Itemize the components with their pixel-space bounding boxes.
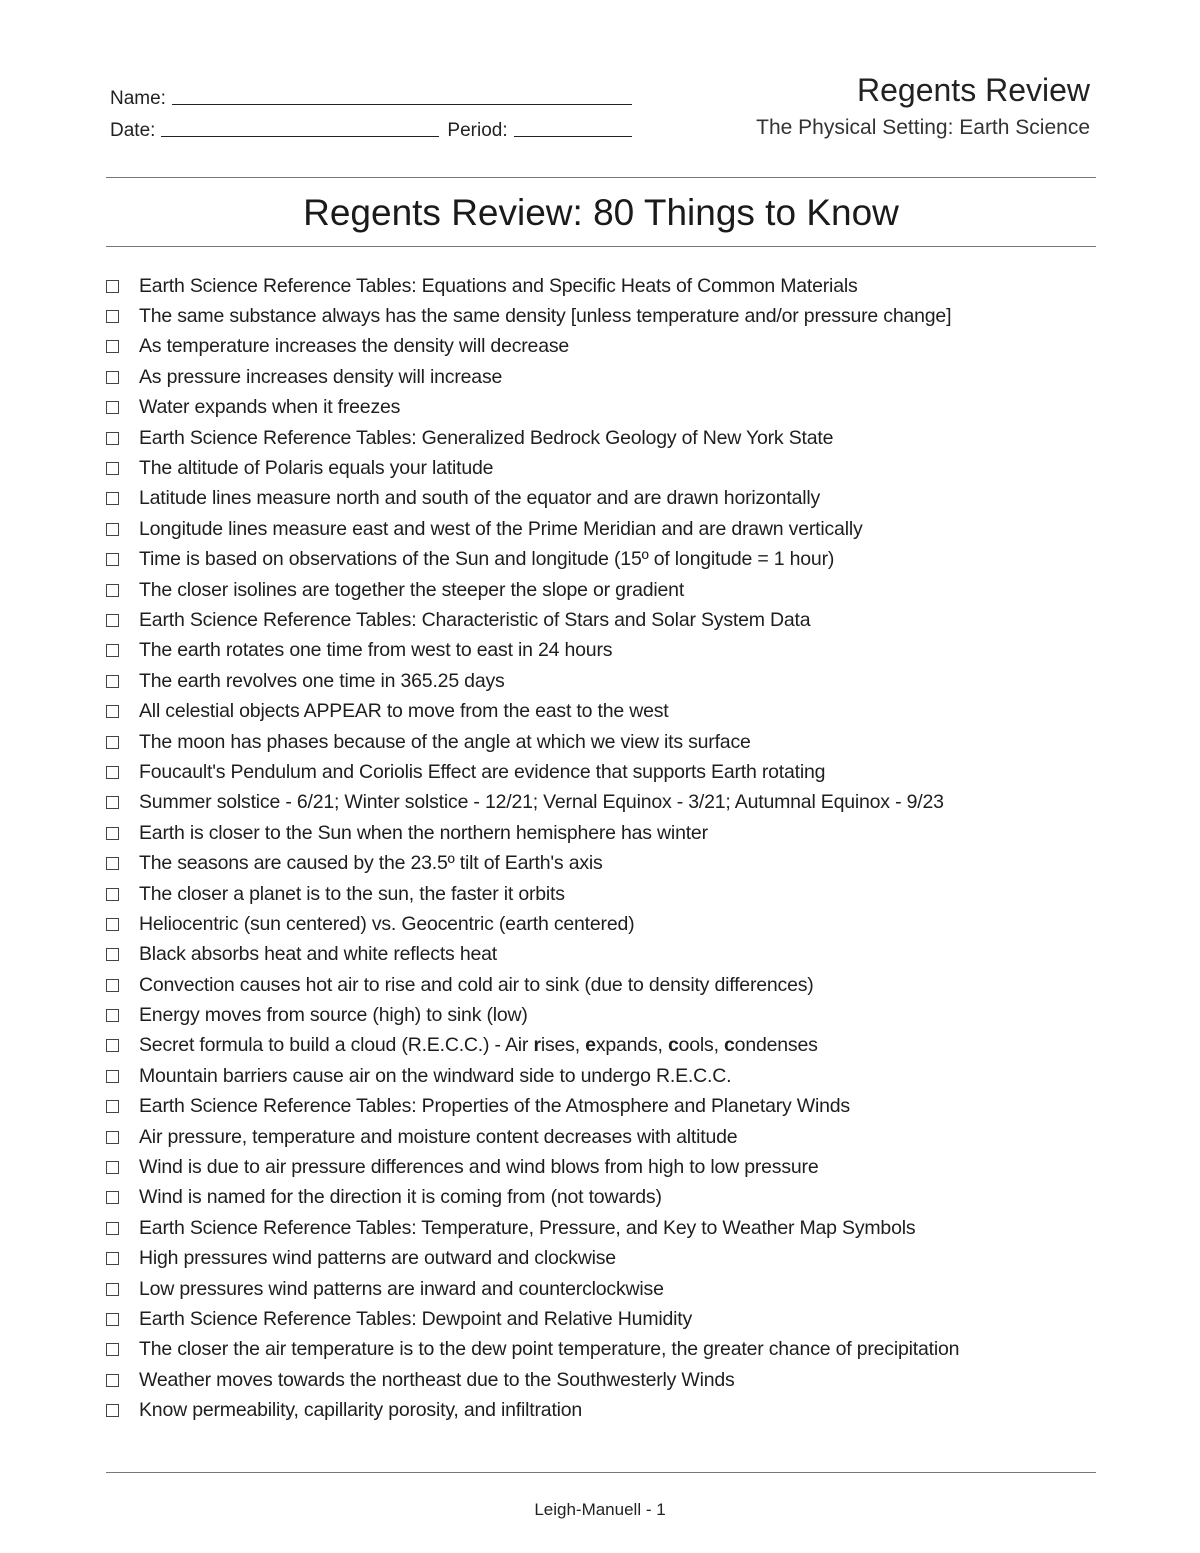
checkbox-icon[interactable] [106,888,119,901]
checklist-item-text: The same substance always has the same density [unless temperature and/or pressure change] [139,305,952,328]
course-heading [756,70,1090,140]
checkbox-icon[interactable] [106,644,119,657]
checkbox-icon[interactable] [106,1374,119,1387]
checklist-item-text: The earth revolves one time in 365.25 days [139,669,505,692]
checkbox-icon[interactable] [106,310,119,323]
checklist-item [106,1183,1096,1213]
checklist-item [106,727,1096,757]
checklist-item [106,605,1096,635]
checklist-item-text: The seasons are caused by the 23.5º tilt of Earth's axis [139,852,603,875]
checkbox-icon[interactable] [106,1161,119,1174]
checklist-item [106,271,1096,301]
date-blank-line [161,136,439,137]
date-period-row [110,110,650,142]
checklist-item-text: High pressures wind patterns are outward and clockwise [139,1247,616,1270]
checkbox-icon[interactable] [106,979,119,992]
checklist-item [106,332,1096,362]
checkbox-icon[interactable] [106,1070,119,1083]
checkbox-icon[interactable] [106,280,119,293]
checklist-item-text: Time is based on observations of the Sun and longitude (15º of longitude = 1 hour) [139,548,835,571]
checklist-item [106,1061,1096,1091]
checklist-item [106,1244,1096,1274]
checklist-item [106,1092,1096,1122]
checklist-item [106,666,1096,696]
checklist-item [106,301,1096,331]
header-divider [106,177,1096,178]
course-title: Regents Review [857,72,1090,108]
checklist-item-text: Earth Science Reference Tables: Equations and Specific Heats of Common Materials [139,274,858,297]
checklist-item-text: The earth rotates one time from west to east in 24 hours [139,639,613,662]
checklist-item [106,393,1096,423]
checkbox-icon[interactable] [106,614,119,627]
checklist-item [106,575,1096,605]
checklist-item [106,362,1096,392]
period-blank-line [514,136,632,137]
checklist-item-text: The closer the air temperature is to the dew point temperature, the greater chance of precipitation [139,1338,960,1361]
checklist-item-text: Secret formula to build a cloud (R.E.C.C.) - Air rises, expands, cools, condenses [139,1034,818,1057]
checkbox-icon[interactable] [106,340,119,353]
checklist-item [106,484,1096,514]
checklist-item-text: Earth Science Reference Tables: Characteristic of Stars and Solar System Data [139,608,811,631]
checkbox-icon[interactable] [106,948,119,961]
checklist-item-text: The closer isolines are together the steeper the slope or gradient [139,578,685,601]
checkbox-icon[interactable] [106,1343,119,1356]
checkbox-icon[interactable] [106,1404,119,1417]
checklist-item-text: The moon has phases because of the angle at which we view its surface [139,730,751,753]
checklist-item-text: Wind is named for the direction it is coming from (not towards) [139,1186,662,1209]
checkbox-icon[interactable] [106,462,119,475]
checklist-item-text: Air pressure, temperature and moisture content decreases with altitude [139,1125,738,1148]
checklist-item-text: Weather moves towards the northeast due to the Southwesterly Winds [139,1368,735,1391]
checklist-item-text: Summer solstice - 6/21; Winter solstice - 12/21; Vernal Equinox - 3/21; Autumnal Equinox - 9/23 [139,791,944,814]
checklist-item-text: Earth is closer to the Sun when the northern hemisphere has winter [139,821,708,844]
checklist-item-text: Know permeability, capillarity porosity, and infiltration [139,1399,583,1422]
checkbox-icon[interactable] [106,796,119,809]
checklist-item [106,757,1096,787]
checklist-item-text: Earth Science Reference Tables: Temperature, Pressure, and Key to Weather Map Symbols [139,1216,916,1239]
checklist-item [106,545,1096,575]
checkbox-icon[interactable] [106,584,119,597]
checklist-item-text: Mountain barriers cause air on the windward side to undergo R.E.C.C. [139,1064,732,1087]
checklist-item-text: Water expands when it freezes [139,396,401,419]
checkbox-icon[interactable] [106,1313,119,1326]
checklist-item [106,879,1096,909]
checkbox-icon[interactable] [106,1191,119,1204]
title-divider [106,246,1096,247]
checklist-item [106,1000,1096,1030]
checklist-item-text: Earth Science Reference Tables: Properties of the Atmosphere and Planetary Winds [139,1095,850,1118]
name-blank-line [172,104,632,105]
checkbox-icon[interactable] [106,1222,119,1235]
checkbox-icon[interactable] [106,827,119,840]
checklist-item [106,636,1096,666]
page-footer: Leigh-Manuell - 1 [534,1500,666,1519]
checklist-item [106,1274,1096,1304]
checkbox-icon[interactable] [106,1283,119,1296]
checklist-item-text: Longitude lines measure east and west of the Prime Meridian and are drawn vertically [139,517,863,540]
checkbox-icon[interactable] [106,675,119,688]
checklist-item [106,940,1096,970]
student-info-block [110,78,650,142]
checklist-item-text: Low pressures wind patterns are inward and counterclockwise [139,1277,664,1300]
checklist-item-text: The closer a planet is to the sun, the faster it orbits [139,882,565,905]
checkbox-icon[interactable] [106,918,119,931]
checklist-item [106,848,1096,878]
checklist-item-text: Earth Science Reference Tables: Generalized Bedrock Geology of New York State [139,426,834,449]
checklist-item-text: Energy moves from source (high) to sink (low) [139,1004,528,1027]
checklist-item-text: Black absorbs heat and white reflects heat [139,943,497,966]
checkbox-icon[interactable] [106,492,119,505]
checkbox-icon[interactable] [106,766,119,779]
checklist [106,271,1096,1426]
checklist-item-text: Heliocentric (sun centered) vs. Geocentric (earth centered) [139,912,635,935]
checklist-item [106,1213,1096,1243]
checkbox-icon[interactable] [106,432,119,445]
checklist-item-text: Wind is due to air pressure differences and wind blows from high to low pressure [139,1156,819,1179]
checkbox-icon[interactable] [106,371,119,384]
checkbox-icon[interactable] [106,1252,119,1265]
checklist-item [106,514,1096,544]
checkbox-icon[interactable] [106,401,119,414]
checklist-item [106,1395,1096,1425]
checklist-item-text: As pressure increases density will increase [139,365,503,388]
footer-divider [106,1472,1096,1473]
date-label: Date: [110,120,156,141]
checklist-item [106,1152,1096,1182]
checklist-item-text: All celestial objects APPEAR to move from the east to the west [139,700,669,723]
checkbox-icon[interactable] [106,736,119,749]
checklist-item [106,1122,1096,1152]
checklist-item-text: The altitude of Polaris equals your latitude [139,457,494,480]
name-row [110,78,650,110]
checkbox-icon[interactable] [106,1039,119,1052]
checkbox-icon[interactable] [106,1100,119,1113]
checklist-item [106,1365,1096,1395]
checkbox-icon[interactable] [106,1131,119,1144]
checkbox-icon[interactable] [106,1009,119,1022]
name-label: Name: [110,88,166,109]
checklist-item-text: Latitude lines measure north and south of the equator and are drawn horizontally [139,487,821,510]
checklist-item-text: As temperature increases the density will decrease [139,335,570,358]
checklist-item [106,788,1096,818]
checklist-item-text: Earth Science Reference Tables: Dewpoint and Relative Humidity [139,1307,693,1330]
checklist-item [106,1304,1096,1334]
checkbox-icon[interactable] [106,523,119,536]
checklist-item [106,818,1096,848]
checklist-item-text: Convection causes hot air to rise and cold air to sink (due to density differences) [139,973,814,996]
course-subtitle: The Physical Setting: Earth Science [756,116,1090,139]
period-label: Period: [447,120,508,141]
checkbox-icon[interactable] [106,553,119,566]
checklist-item [106,1031,1096,1061]
checklist-item [106,423,1096,453]
checklist-item [106,970,1096,1000]
page-title: Regents Review: 80 Things to Know [303,192,899,233]
checkbox-icon[interactable] [106,857,119,870]
checkbox-icon[interactable] [106,705,119,718]
checklist-item [106,453,1096,483]
checklist-item [106,696,1096,726]
checklist-item [106,1335,1096,1365]
checklist-item [106,909,1096,939]
checklist-item-text: Foucault's Pendulum and Coriolis Effect are evidence that supports Earth rotating [139,760,826,783]
